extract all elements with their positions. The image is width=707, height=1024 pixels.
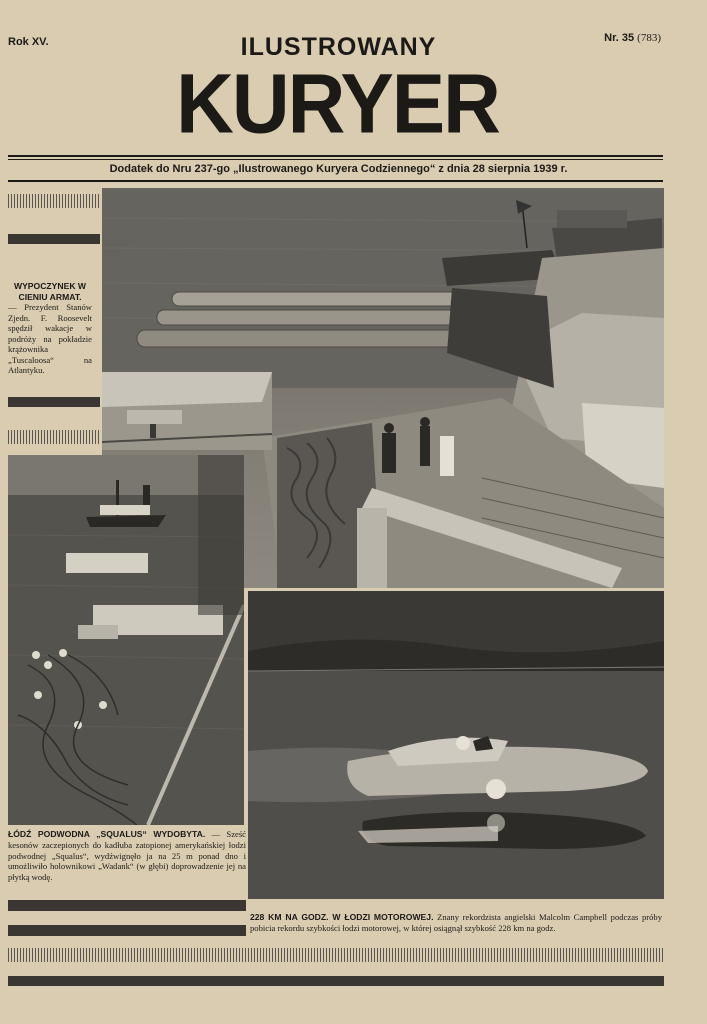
caption-speedboat-head: 228 KM NA GODZ. W ŁODZI MOTOROWEJ. <box>250 912 434 922</box>
masthead-rule-top <box>8 155 663 157</box>
photo-speedboat-illustration <box>248 591 664 899</box>
issue-number-total: (783) <box>637 32 661 44</box>
solid-bar <box>8 397 100 407</box>
issue-year: Rok XV. <box>8 36 49 48</box>
caption-cruiser-head: WYPOCZYNEK W CIENIU ARMAT. <box>13 281 87 302</box>
photo-submarine-salvage <box>8 455 244 825</box>
masthead-title-top: ILUSTROWANY <box>240 33 437 61</box>
photo-submarine-illustration <box>8 455 244 825</box>
caption-speedboat <box>250 912 662 934</box>
hatch-bar-bottom <box>8 948 664 962</box>
caption-submarine-head: ŁÓDŹ PODWODNA „SQUALUS“ WYDOBYTA. <box>8 829 206 839</box>
solid-bar <box>8 900 246 911</box>
photo-deck-inset-illustration <box>102 372 272 450</box>
hatch-bar <box>8 194 100 208</box>
caption-cruiser <box>8 281 92 376</box>
hatch-bar <box>8 430 100 444</box>
supplement-line: Dodatek do Nru 237-go „Ilustrowanego Kuryera Codziennego“ z dnia 28 sierpnia 1939 r. <box>109 163 568 175</box>
solid-bar <box>8 925 246 936</box>
masthead-rule-bottom <box>8 180 663 182</box>
masthead-rule-thin <box>8 159 663 160</box>
issue-number-main: Nr. 35 <box>604 32 635 44</box>
caption-speedboat-body: Znany rekordzista angielski Malcolm Campbell podczas próby pobicia rekordu szybkości łodzi motorowej, w której osiągnął szybkość 228 km na godz. <box>250 912 662 933</box>
photo-deck-inset <box>102 372 272 450</box>
caption-submarine <box>8 829 246 883</box>
solid-bar-bottom <box>8 976 664 986</box>
solid-bar <box>8 234 100 244</box>
photo-speedboat <box>248 591 664 899</box>
masthead-title-main: KURYER <box>176 56 499 151</box>
caption-submarine-body: — Sześć kesonów zaczepionych do kadłuba zatopionej amerykańskiej łodzi podwodnej „Squalus“, wydźwignęło ja na 25 m ponad dno i umożliwiło holownikowi „Wadank“ (w głębi) doprowadzenie jej na płytką wodę. <box>8 829 246 883</box>
caption-cruiser-body: — Prezydent Stanów Zjedn. F. Roosevelt spędził wakacje w podróży na pokładzie krążownika „Tuscaloosa“ na Atlantyku. <box>8 302 92 375</box>
